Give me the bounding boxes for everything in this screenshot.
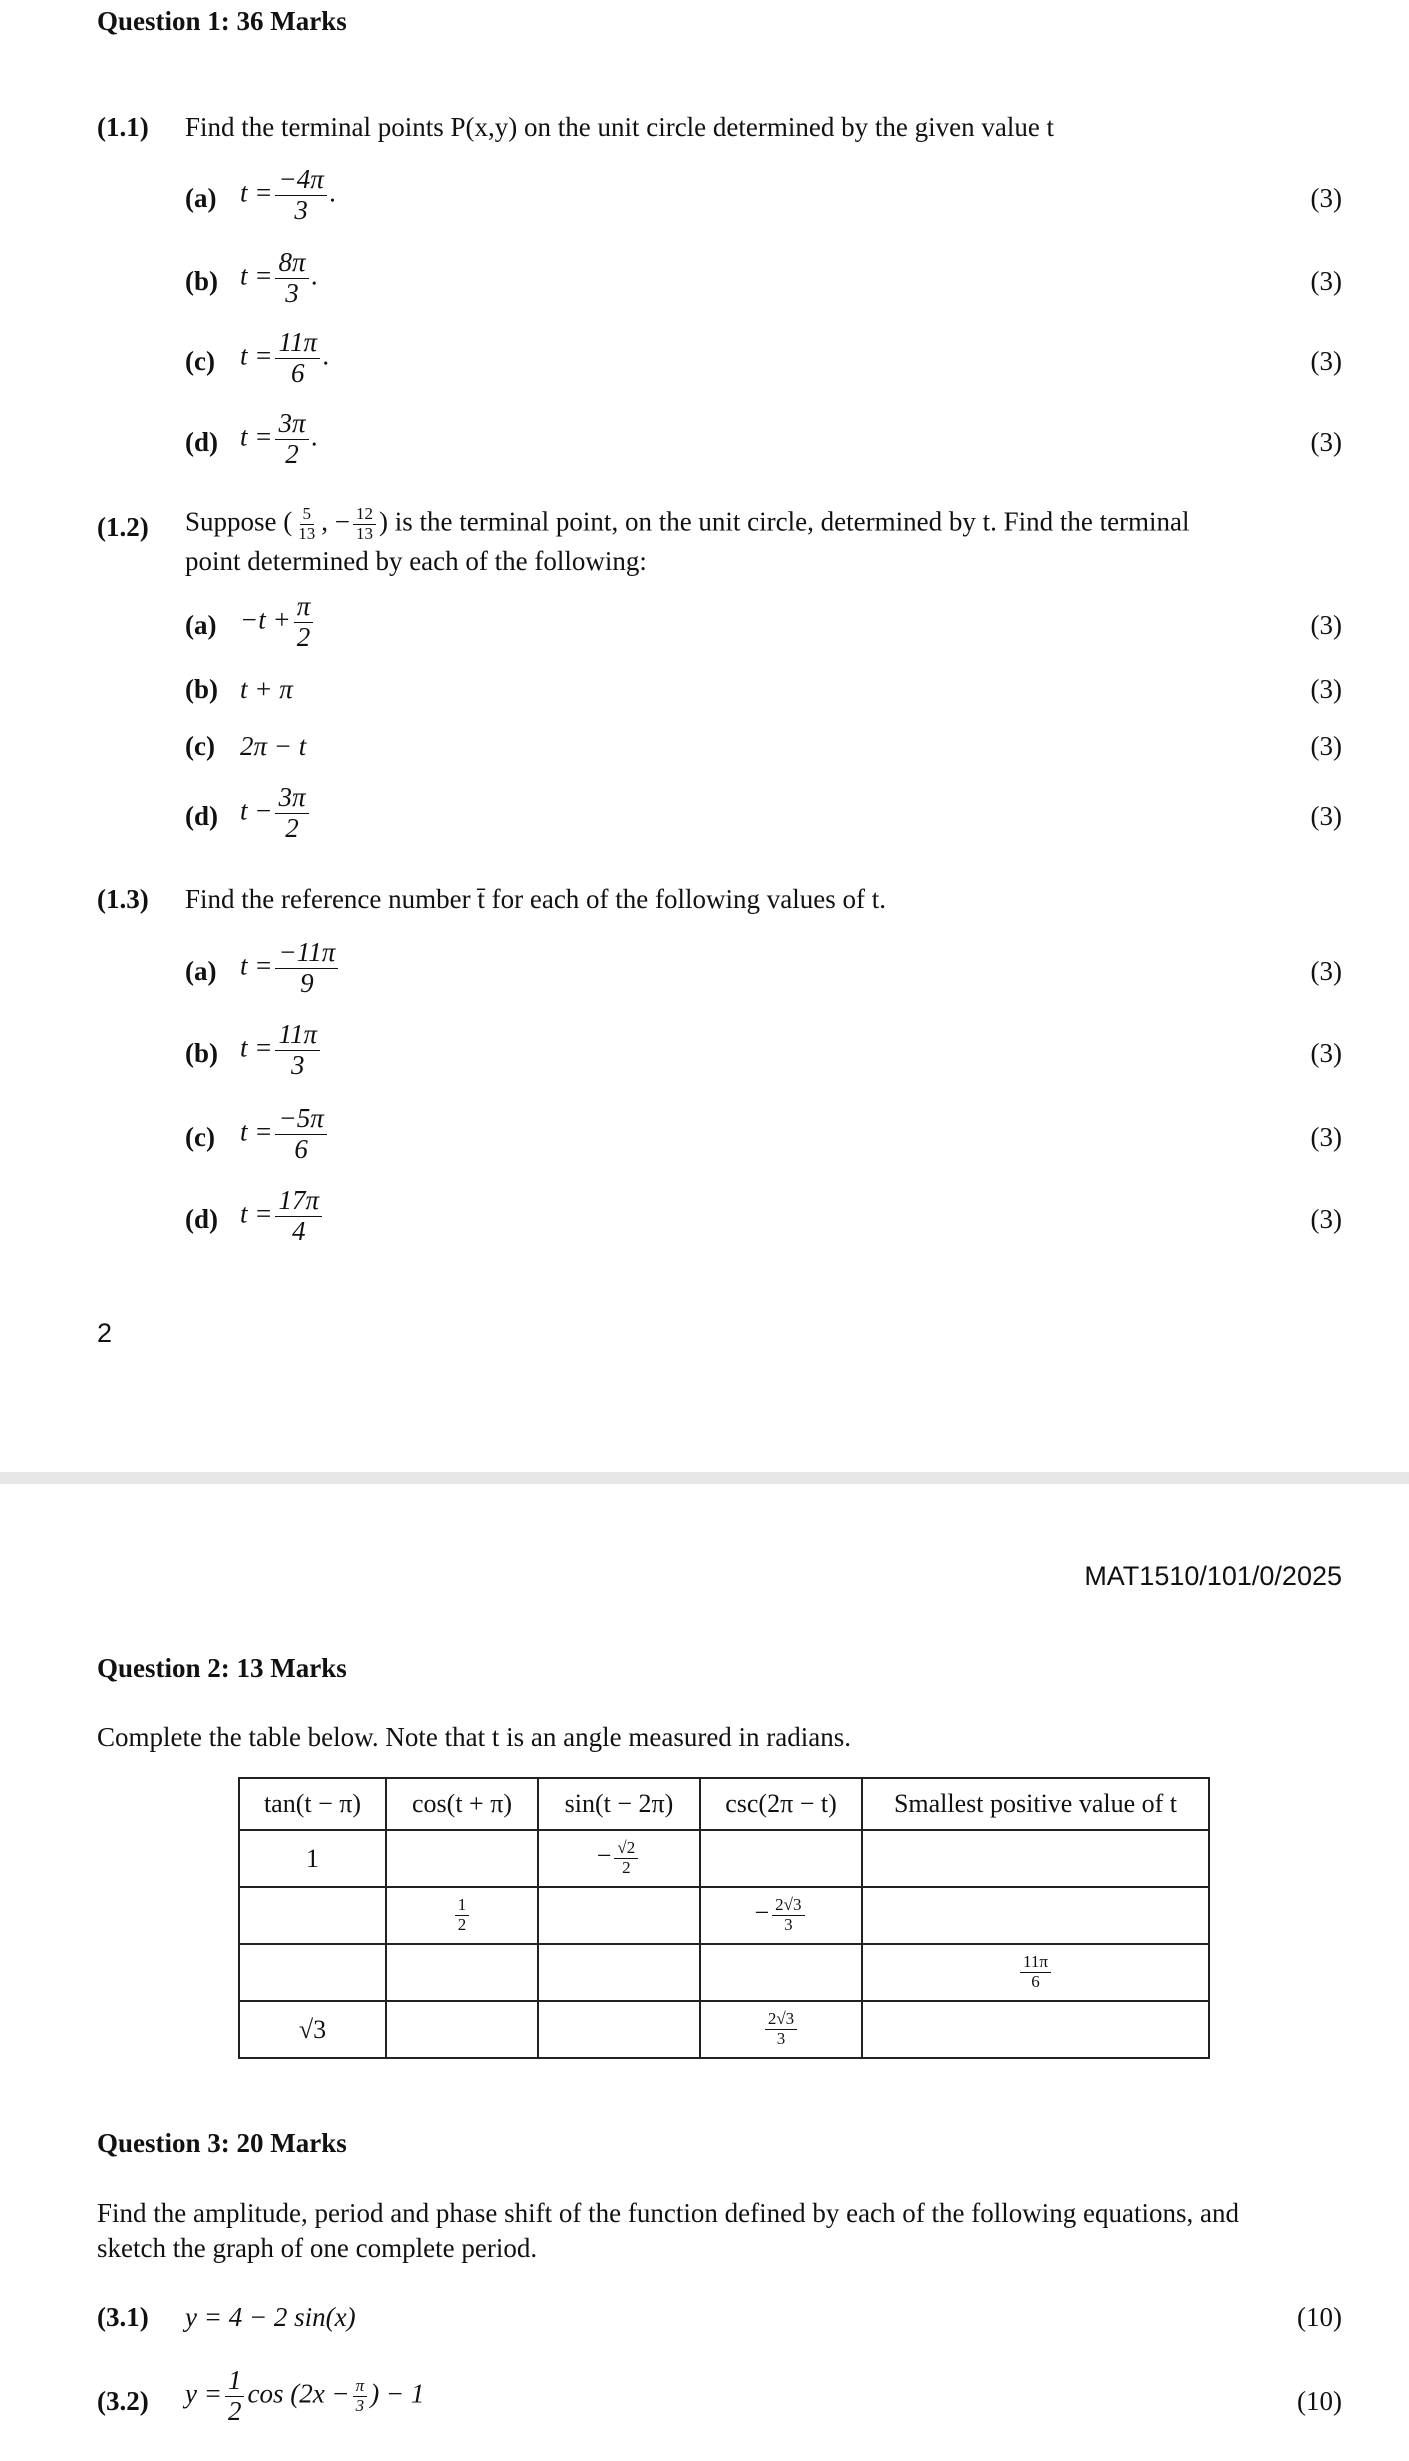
item-label: (a) bbox=[185, 956, 217, 986]
table-cell[interactable] bbox=[862, 2001, 1209, 2058]
table-cell[interactable] bbox=[239, 1944, 386, 2001]
item-label: (b) bbox=[185, 266, 218, 296]
table-cell: − $\frac{2√3}{3}$ bbox=[700, 1887, 862, 1944]
marks: (3) bbox=[1310, 1204, 1342, 1234]
item-math: t + π bbox=[240, 674, 293, 704]
table-header: cos(t + π) bbox=[386, 1778, 538, 1830]
item-math: t = $\frac{8\pi}{3}$ . bbox=[240, 247, 319, 308]
table-header: sin(t − 2π) bbox=[538, 1778, 700, 1830]
item-1-1-d bbox=[0, 409, 1409, 489]
marks: (3) bbox=[1310, 801, 1342, 831]
marks: (3) bbox=[1310, 183, 1342, 213]
item-label: (d) bbox=[185, 1204, 218, 1234]
item-3-2-equation: y = $\frac{1}{2}$ cos (2x − $\frac{\pi}{3}$ ) − 1 bbox=[185, 2365, 425, 2426]
item-1-3-c bbox=[0, 1104, 1409, 1184]
item-label: (d) bbox=[185, 801, 218, 831]
item-math: t = $\frac{-5\pi}{6}$ bbox=[240, 1104, 330, 1164]
item-math: t − $\frac{3\pi}{2}$ bbox=[240, 783, 312, 843]
table-cell: 1 bbox=[239, 1830, 386, 1887]
item-1-1-a bbox=[0, 165, 1409, 245]
item-label: (b) bbox=[185, 674, 218, 704]
item-label: (c) bbox=[185, 1122, 215, 1152]
section-1-2-label: (1.2) bbox=[97, 512, 149, 542]
item-1-3-a bbox=[0, 938, 1409, 1018]
table-cell[interactable] bbox=[862, 1830, 1209, 1887]
trig-table bbox=[238, 1777, 1210, 2059]
item-label: (d) bbox=[185, 427, 218, 457]
table-header-row bbox=[239, 1778, 1209, 1830]
item-label: (c) bbox=[185, 731, 215, 761]
marks: (3) bbox=[1310, 1038, 1342, 1068]
item-1-3-b bbox=[0, 1020, 1409, 1100]
item-1-1-b bbox=[0, 248, 1409, 328]
table-cell[interactable] bbox=[386, 1944, 538, 2001]
table-cell[interactable] bbox=[862, 1887, 1209, 1944]
table-cell[interactable] bbox=[538, 2001, 700, 2058]
table-row bbox=[239, 1830, 1209, 1887]
item-math: 2π − t bbox=[240, 731, 307, 761]
question-2-intro: Complete the table below. Note that t is an angle measured in radians. bbox=[97, 1722, 852, 1752]
item-math: −t + $\frac{\pi}{2}$ bbox=[240, 592, 316, 652]
item-1-3-d bbox=[0, 1186, 1409, 1266]
table-cell: $\frac{2√3}{3}$ bbox=[700, 2001, 862, 2058]
section-1-2-text: Suppose ( $\frac{5}{13}$ , − $\frac{12}{13}$ ) is the terminal point, on the unit circle, determined by t. Find the terminal bbox=[185, 504, 1190, 543]
item-math: t = $\frac{-4\pi}{3}$ . bbox=[240, 164, 337, 225]
table-cell: √3 bbox=[239, 2001, 386, 2058]
table-cell[interactable] bbox=[239, 1887, 386, 1944]
table-cell: − $\frac{√2}{2}$ bbox=[538, 1830, 700, 1887]
marks: (3) bbox=[1310, 674, 1342, 704]
marks: (3) bbox=[1310, 1122, 1342, 1152]
item-3-2-label: (3.2) bbox=[97, 2386, 149, 2416]
marks: (3) bbox=[1310, 731, 1342, 761]
section-1-1-label: (1.1) bbox=[97, 112, 149, 142]
item-label: (c) bbox=[185, 346, 215, 376]
header-code: MAT1510/101/0/2025 bbox=[1084, 1561, 1342, 1591]
marks: (10) bbox=[1297, 2302, 1342, 2332]
table-row bbox=[239, 2001, 1209, 2058]
section-1-1-text: Find the terminal points P(x,y) on the unit circle determined by the given value t bbox=[185, 112, 1055, 142]
question-3-heading: Question 3: 20 Marks bbox=[97, 2128, 347, 2158]
marks: (3) bbox=[1310, 427, 1342, 457]
table-cell[interactable] bbox=[386, 1830, 538, 1887]
table-row bbox=[239, 1887, 1209, 1944]
item-1-2-d bbox=[0, 783, 1409, 863]
section-1-2-text-line2: point determined by each of the following: bbox=[185, 546, 647, 576]
item-math: t = $\frac{11\pi}{6}$ . bbox=[240, 327, 330, 388]
item-3-1-equation: y = 4 − 2 sin(x) bbox=[185, 2302, 356, 2332]
table-row bbox=[239, 1944, 1209, 2001]
item-1-1-c bbox=[0, 328, 1409, 408]
table-cell: $\frac{11\pi}{6}$ bbox=[862, 1944, 1209, 2001]
table-header: Smallest positive value of t bbox=[862, 1778, 1209, 1830]
item-math: t = $\frac{11\pi}{3}$ bbox=[240, 1020, 323, 1080]
item-3-1-label: (3.1) bbox=[97, 2302, 149, 2332]
item-1-2-c bbox=[0, 713, 1409, 793]
table-cell[interactable] bbox=[386, 2001, 538, 2058]
question-2-heading: Question 2: 13 Marks bbox=[97, 1653, 347, 1683]
marks: (3) bbox=[1310, 346, 1342, 376]
question-3-intro-line2: sketch the graph of one complete period. bbox=[97, 2233, 538, 2263]
table-header: tan(t − π) bbox=[239, 1778, 386, 1830]
marks: (3) bbox=[1310, 956, 1342, 986]
table-cell[interactable] bbox=[700, 1944, 862, 2001]
table-header: csc(2π − t) bbox=[700, 1778, 862, 1830]
item-math: t = $\frac{-11\pi}{9}$ bbox=[240, 938, 341, 998]
question-1-heading: Question 1: 36 Marks bbox=[97, 6, 347, 36]
marks: (10) bbox=[1297, 2386, 1342, 2416]
page-separator bbox=[0, 1472, 1409, 1484]
page-number: 2 bbox=[97, 1318, 113, 1348]
marks: (3) bbox=[1310, 610, 1342, 640]
item-math: t = $\frac{3\pi}{2}$ . bbox=[240, 408, 319, 469]
marks: (3) bbox=[1310, 266, 1342, 296]
item-math: t = $\frac{17\pi}{4}$ bbox=[240, 1186, 325, 1246]
table-cell: $\frac{1}{2}$ bbox=[386, 1887, 538, 1944]
item-label: (b) bbox=[185, 1038, 218, 1068]
table-cell[interactable] bbox=[538, 1944, 700, 2001]
section-1-3-text: Find the reference number t̄ for each of the following values of t. bbox=[185, 884, 886, 914]
section-1-3-label: (1.3) bbox=[97, 884, 149, 914]
table-cell[interactable] bbox=[700, 1830, 862, 1887]
table-cell[interactable] bbox=[538, 1887, 700, 1944]
question-3-intro: Find the amplitude, period and phase shift of the function defined by each of the following equations, and bbox=[97, 2198, 1239, 2228]
item-label: (a) bbox=[185, 183, 217, 213]
item-label: (a) bbox=[185, 610, 217, 640]
